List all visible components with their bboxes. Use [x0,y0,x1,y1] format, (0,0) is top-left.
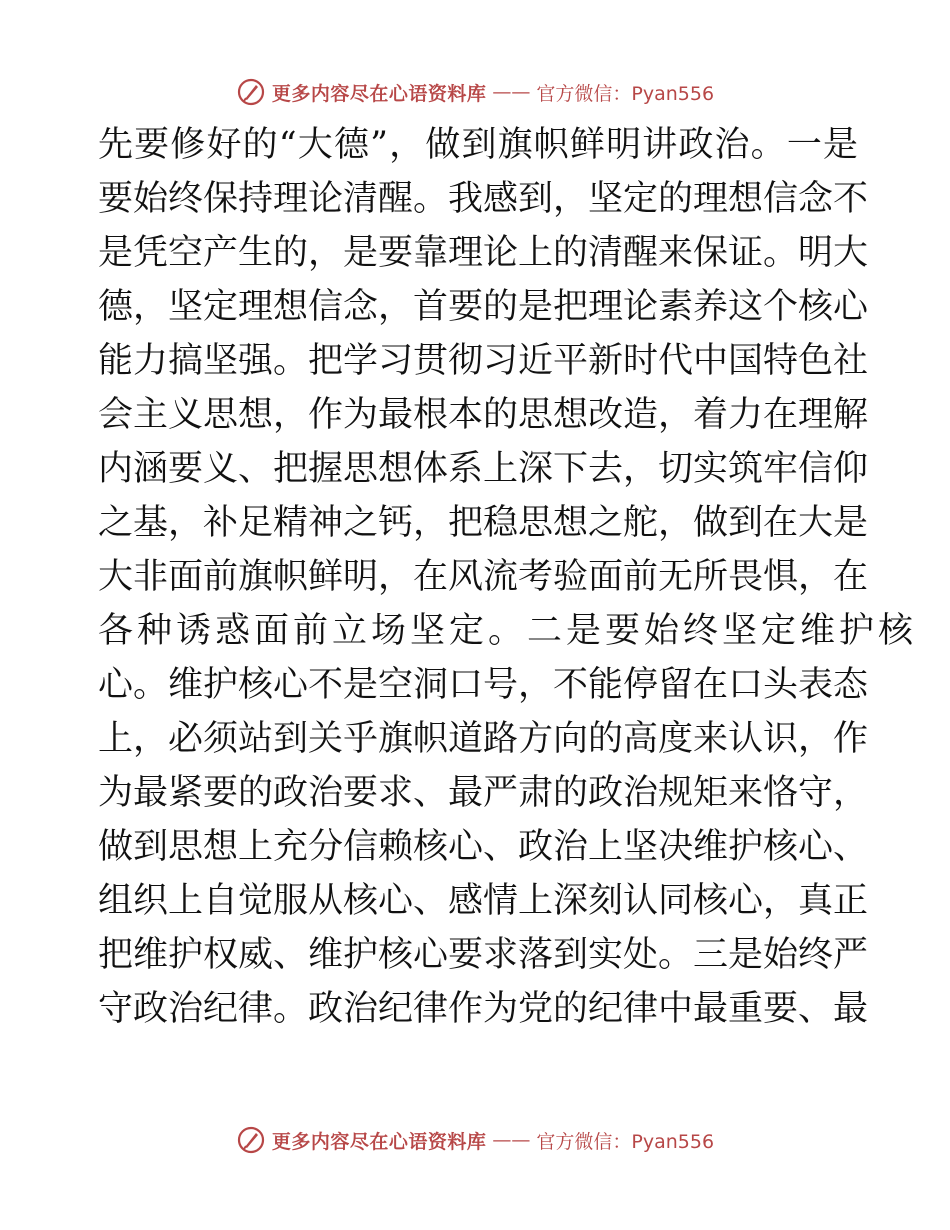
body-line: 是凭空产生的，是要靠理论上的清醒来保证。明大 [98,233,869,273]
body-text [98,118,918,1036]
body-line: 组织上自觉服从核心、感情上深刻认同核心，真正 [98,881,869,921]
body-line: 做到思想上充分信赖核心、政治上坚决维护核心、 [98,827,869,867]
body-line: 会主义思想，作为最根本的思想改造，着力在理解 [98,395,869,435]
body-line: 先要修好的“大德”，做到旗帜鲜明讲政治。一是 [98,125,858,165]
header-wechat-text: 官方微信：Pyan556 [536,82,715,105]
body-line: 内涵要义、把握思想体系上深下去，切实筑牢信仰 [98,449,869,489]
body-line: 守政治纪律。政治纪律作为党的纪律中最重要、最 [98,989,869,1029]
header-banner [0,72,950,112]
footer-banner [0,1120,950,1160]
body-line: 要始终保持理论清醒。我感到，坚定的理想信念不 [98,179,869,219]
footer-brand-text: 更多内容尽在心语资料库 [271,1130,487,1153]
body-line: 能力搞坚强。把学习贯彻习近平新时代中国特色社 [98,341,869,381]
body-line: 德，坚定理想信念，首要的是把理论素养这个核心 [98,287,869,327]
body-line: 各种诱惑面前立场坚定。二是要始终坚定维护核 [98,611,918,651]
body-line: 把维护权威、维护核心要求落到实处。三是始终严 [98,935,869,975]
header-brand-text: 更多内容尽在心语资料库 [271,82,487,105]
body-line: 大非面前旗帜鲜明，在风流考验面前无所畏惧，在 [98,557,869,597]
footer-dash: —— [492,1129,531,1151]
feather-pen-logo-icon [236,77,266,107]
body-line: 之基，补足精神之钙，把稳思想之舵，做到在大是 [98,503,869,543]
body-line: 上，必须站到关乎旗帜道路方向的高度来认识，作 [98,719,869,759]
feather-pen-logo-icon [236,1125,266,1155]
body-line: 心。维护核心不是空洞口号，不能停留在口头表态 [98,665,869,705]
body-line: 为最紧要的政治要求、最严肃的政治规矩来恪守， [98,773,869,813]
footer-wechat-text: 官方微信：Pyan556 [536,1130,715,1153]
header-dash: —— [492,81,531,103]
